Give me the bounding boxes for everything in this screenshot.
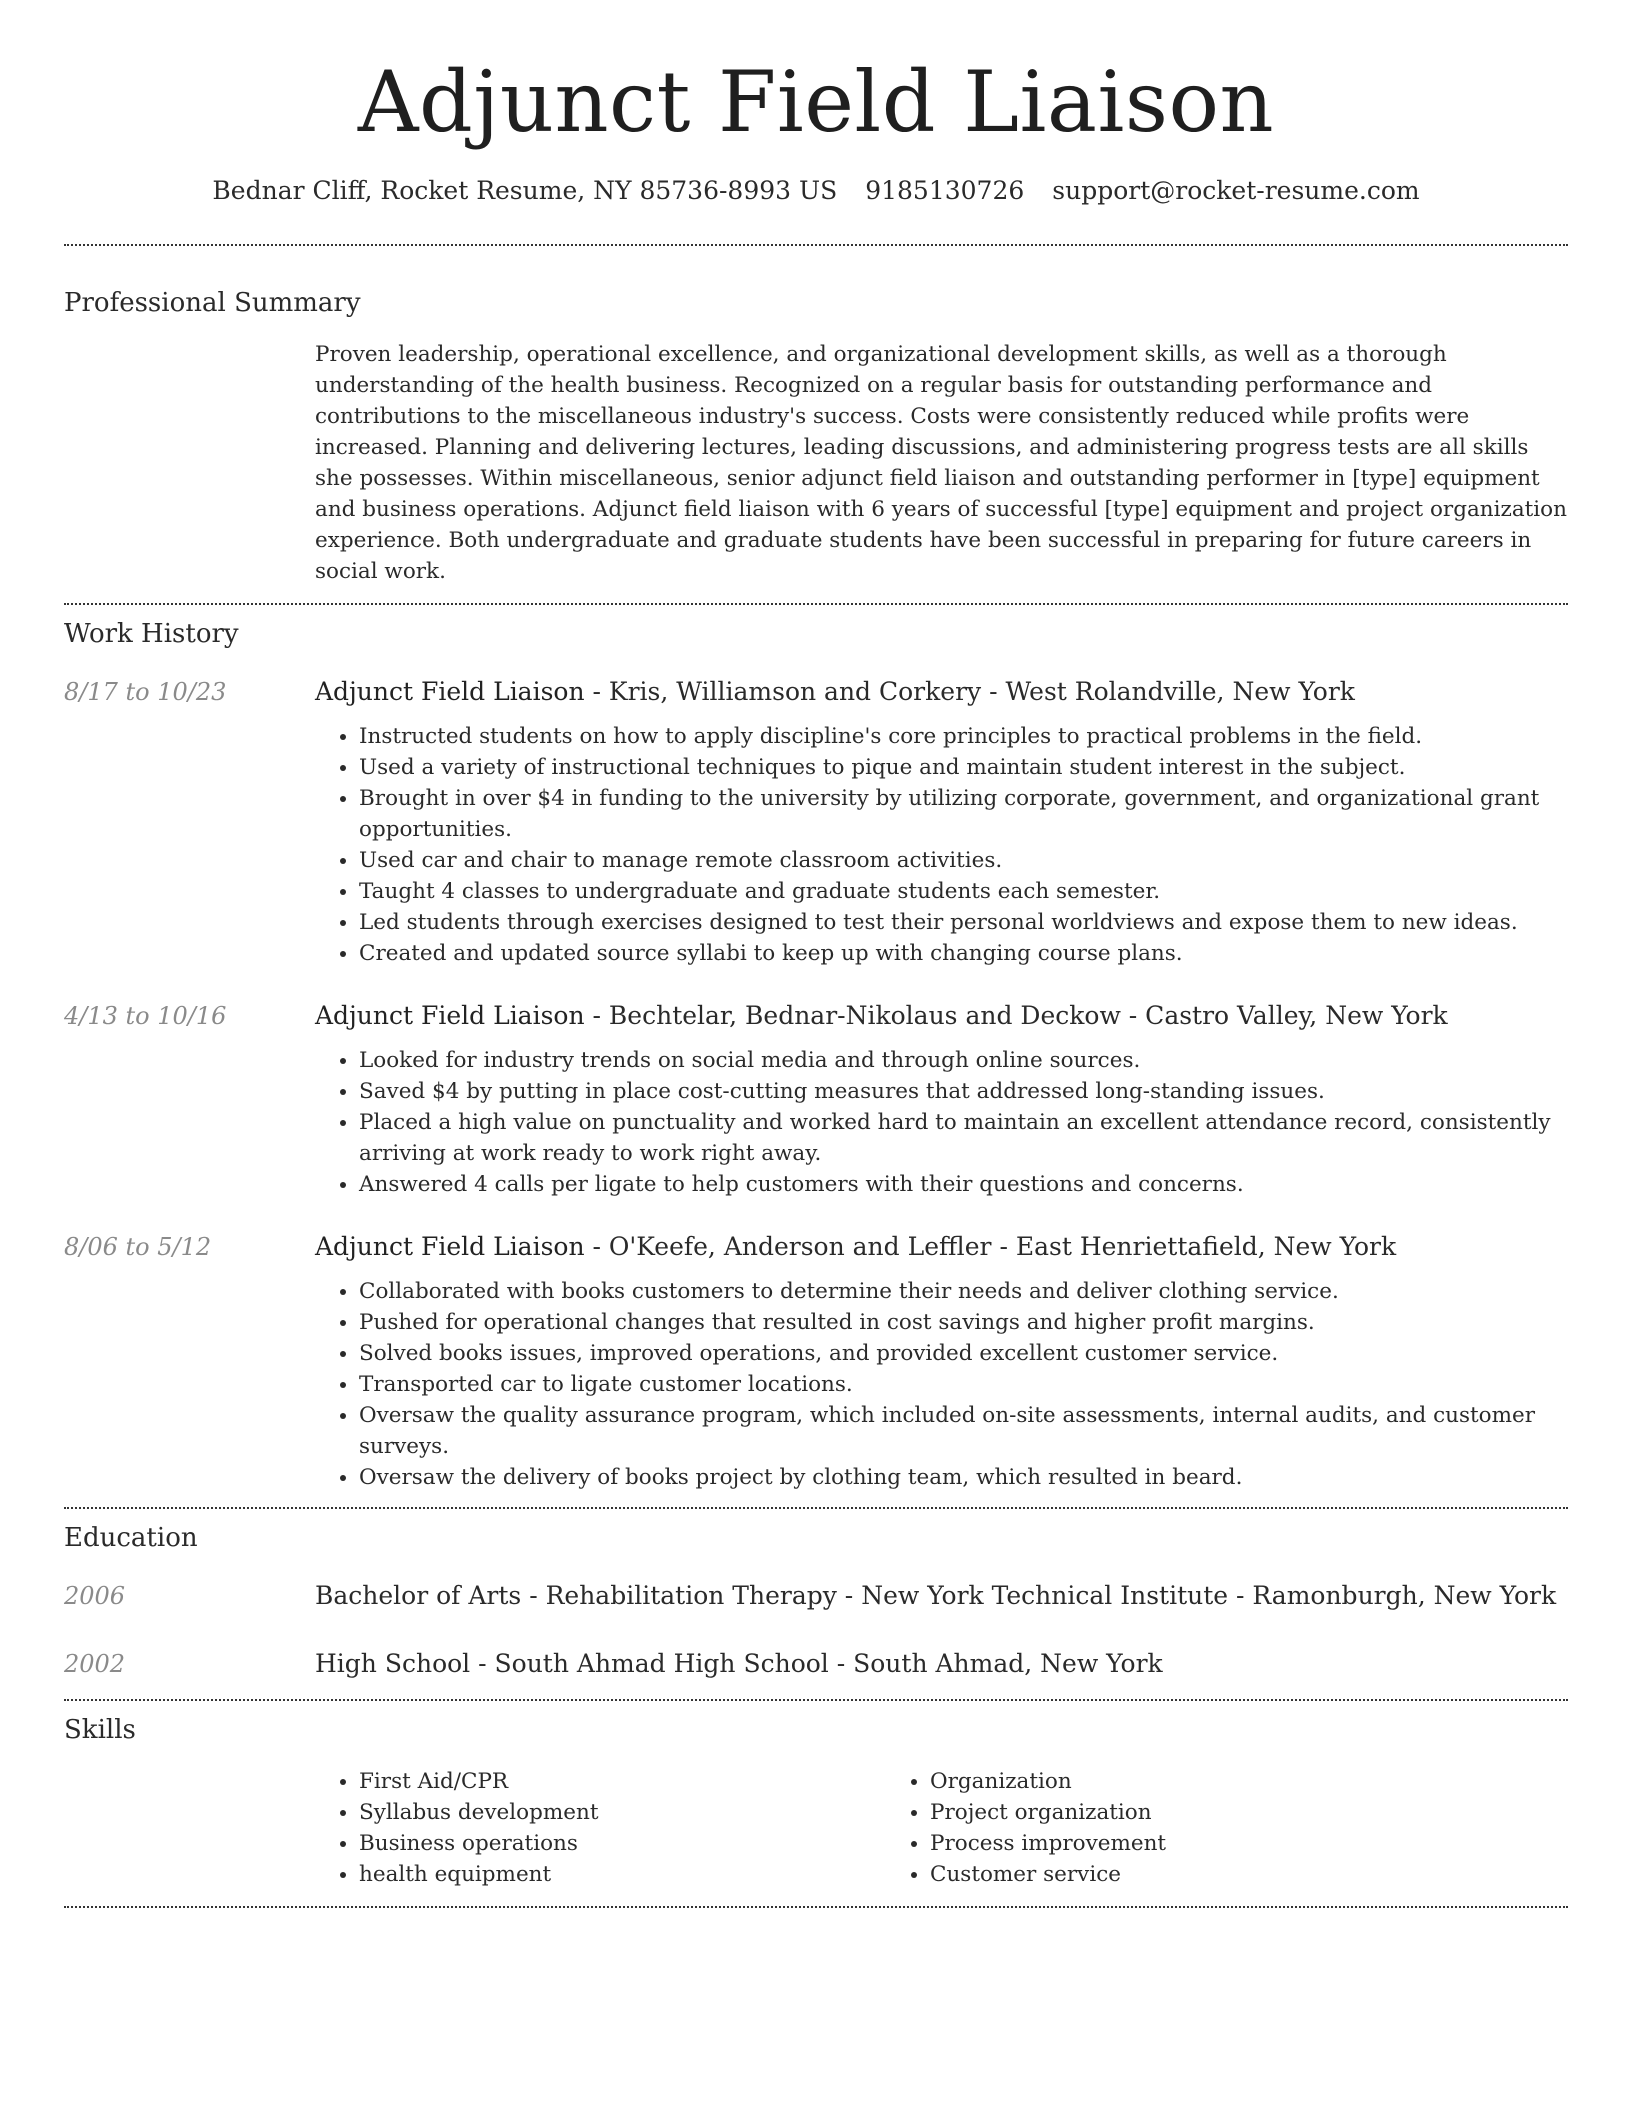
skill-item: • Business operations xyxy=(359,1828,886,1859)
skill-item: • Process improvement xyxy=(930,1828,1457,1859)
job-bullets xyxy=(315,1276,1568,1493)
skill-item: • Customer service xyxy=(930,1859,1457,1890)
list-item: • Created and updated source syllabi to keep up with changing course plans. xyxy=(359,938,1568,969)
job-title: Adjunct Field Liaison xyxy=(315,1001,585,1030)
section-title-education: Education xyxy=(64,1523,198,1553)
list-item: • Saved $4 by putting in place cost-cutting measures that addressed long-standing issues. xyxy=(359,1076,1568,1107)
list-item: • Solved books issues, improved operations, and provided excellent customer service. xyxy=(359,1338,1568,1369)
contact-email: support@rocket-resume.com xyxy=(1052,176,1420,205)
list-item: • Oversaw the delivery of books project by clothing team, which resulted in beard. xyxy=(359,1462,1568,1493)
education-degree: Bachelor of Arts - Rehabilitation Therapy xyxy=(315,1581,837,1610)
education-detail: - South Ahmad High School - South Ahmad, New York xyxy=(470,1649,1163,1678)
summary-text: Proven leadership, operational excellence, and organizational development skills, as well as a thorough understanding of the health business. Recognized on a regular basis for outstanding performance and contributions to the miscellaneous industry's success. Costs were consistently reduced while profits were increased. Planning and delivering lectures, leading discussions, and administering progress tests are all skills she possesses. Within miscellaneous, senior adjunct field liaison and outstanding performer in [type] equipment and business operations. Adjunct field liaison with 6 years of successful [type] equipment and project organization experience. Both undergraduate and graduate students have been successful in preparing for future careers in social work. xyxy=(315,342,1567,584)
job-dates: 4/13 to 10/16 xyxy=(64,1002,227,1030)
contact-line xyxy=(64,174,1568,208)
list-item: • Used a variety of instructional techniques to pique and maintain student interest in the subject. xyxy=(359,752,1568,783)
job-title: Adjunct Field Liaison xyxy=(315,1232,585,1261)
list-item: • Led students through exercises designed to test their personal worldviews and expose them to new ideas. xyxy=(359,907,1568,938)
skill-item: • Project organization xyxy=(930,1797,1457,1828)
resume-page xyxy=(64,0,1568,1908)
job-company: - Bechtelar, Bednar-Nikolaus and Deckow - Castro Valley, New York xyxy=(584,1001,1448,1030)
list-item: • Instructed students on how to apply discipline's core principles to practical problems in the field. xyxy=(359,721,1568,752)
list-item: • Looked for industry trends on social media and through online sources. xyxy=(359,1045,1568,1076)
job-heading xyxy=(315,675,1568,709)
education-year: 2002 xyxy=(64,1650,126,1678)
job-entry xyxy=(64,999,1568,1200)
job-heading xyxy=(315,999,1568,1033)
job-dates: 8/06 to 5/12 xyxy=(64,1233,212,1261)
section-title-work: Work History xyxy=(64,619,239,649)
job-entry xyxy=(64,1230,1568,1493)
candidate-name: Adjunct Field Liaison xyxy=(357,53,1275,151)
skill-item: • health equipment xyxy=(359,1859,886,1890)
job-company: - O'Keefe, Anderson and Leffler - East Henriettafield, New York xyxy=(584,1232,1397,1261)
skills-list-right xyxy=(886,1766,1457,1890)
list-item: • Used car and chair to manage remote classroom activities. xyxy=(359,845,1568,876)
skill-item: • Organization xyxy=(930,1766,1457,1797)
education-entry xyxy=(64,1579,1568,1613)
job-dates: 8/17 to 10/23 xyxy=(64,678,227,706)
list-item: • Taught 4 classes to undergraduate and graduate students each semester. xyxy=(359,876,1568,907)
job-company: - Kris, Williamson and Corkery - West Rolandville, New York xyxy=(584,677,1355,706)
list-item: • Pushed for operational changes that resulted in cost savings and higher profit margins. xyxy=(359,1307,1568,1338)
divider xyxy=(64,244,1568,246)
divider xyxy=(64,1906,1568,1908)
section-title-summary: Professional Summary xyxy=(64,288,361,318)
education-year: 2006 xyxy=(64,1582,126,1610)
list-item: • Transported car to ligate customer locations. xyxy=(359,1369,1568,1400)
section-title-skills: Skills xyxy=(64,1715,136,1745)
education-detail: - New York Technical Institute - Ramonburgh, New York xyxy=(836,1581,1557,1610)
job-bullets xyxy=(315,721,1568,969)
education-heading xyxy=(315,1579,1568,1613)
contact-phone: 9185130726 xyxy=(865,176,1025,205)
list-item: • Answered 4 calls per ligate to help customers with their questions and concerns. xyxy=(359,1169,1568,1200)
job-title: Adjunct Field Liaison xyxy=(315,677,585,706)
list-item: • Brought in over $4 in funding to the university by utilizing corporate, government, and organizational grant opportunities. xyxy=(359,783,1568,845)
list-item: • Placed a high value on punctuality and worked hard to maintain an excellent attendance record, consistently arriving at work ready to work right away. xyxy=(359,1107,1568,1169)
skills-list-left xyxy=(315,1766,886,1890)
contact-address: Bednar Cliff, Rocket Resume, NY 85736-8993 US xyxy=(212,176,838,205)
divider xyxy=(64,603,1568,605)
education-heading xyxy=(315,1647,1568,1681)
education-entry xyxy=(64,1647,1568,1681)
education-degree: High School xyxy=(315,1649,471,1678)
divider xyxy=(64,1507,1568,1509)
divider xyxy=(64,1699,1568,1701)
skills-columns xyxy=(315,1766,1568,1890)
job-entry xyxy=(64,675,1568,969)
skill-item: • Syllabus development xyxy=(359,1797,886,1828)
list-item: • Oversaw the quality assurance program, which included on-site assessments, internal audits, and customer surveys. xyxy=(359,1400,1568,1462)
skill-item: • First Aid/CPR xyxy=(359,1766,886,1797)
job-heading xyxy=(315,1230,1568,1264)
list-item: • Collaborated with books customers to determine their needs and deliver clothing service. xyxy=(359,1276,1568,1307)
job-bullets xyxy=(315,1045,1568,1200)
